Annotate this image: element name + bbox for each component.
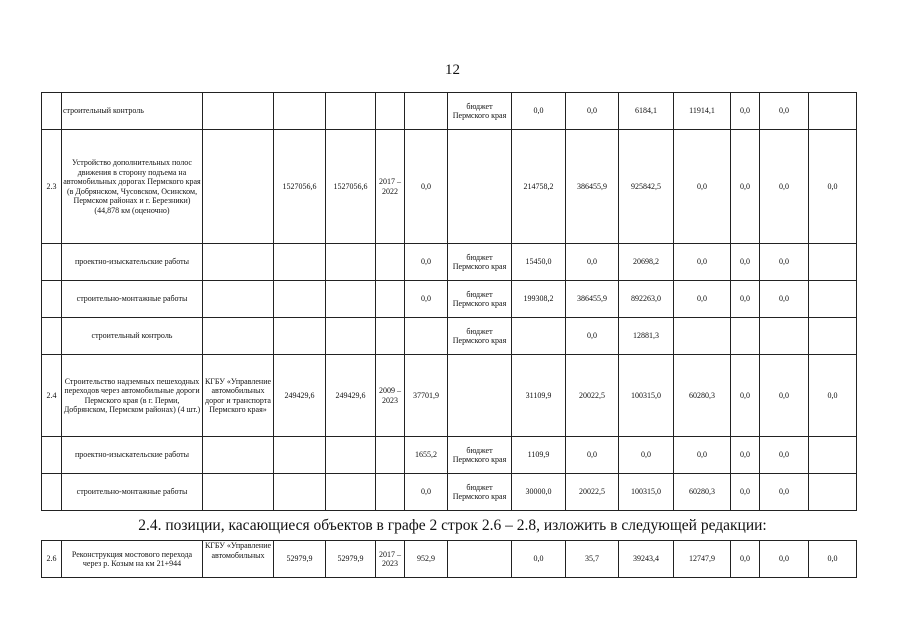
budget-table bbox=[41, 92, 857, 511]
period bbox=[376, 281, 405, 318]
value-col-9: 0,0 bbox=[512, 93, 566, 130]
table-row bbox=[42, 281, 857, 318]
period bbox=[376, 474, 405, 511]
value-col-13: 0,0 bbox=[731, 541, 760, 578]
object-name: проектно-изыскательские работы bbox=[62, 437, 203, 474]
value-col-15 bbox=[809, 93, 857, 130]
period bbox=[376, 318, 405, 355]
value-col-7: 0,0 bbox=[405, 281, 448, 318]
value-col-9: 199308,2 bbox=[512, 281, 566, 318]
page-number: 12 bbox=[445, 62, 460, 78]
estimated-cost bbox=[274, 93, 326, 130]
value-col-11: 892263,0 bbox=[619, 281, 674, 318]
value-col-14: 0,0 bbox=[760, 93, 809, 130]
value-col-15: 0,0 bbox=[809, 355, 857, 437]
object-name: строительно-монтажные работы bbox=[62, 281, 203, 318]
value-col-7: 1655,2 bbox=[405, 437, 448, 474]
total-cost: 52979,9 bbox=[326, 541, 376, 578]
period: 2017 – 2023 bbox=[376, 541, 405, 578]
total-cost bbox=[326, 244, 376, 281]
value-col-10: 386455,9 bbox=[566, 281, 619, 318]
funding-source: бюджет Пермского края bbox=[448, 474, 512, 511]
value-col-14: 0,0 bbox=[760, 474, 809, 511]
value-col-11: 925842,5 bbox=[619, 130, 674, 244]
value-col-9: 214758,2 bbox=[512, 130, 566, 244]
value-col-13: 0,0 bbox=[731, 130, 760, 244]
funding-source bbox=[448, 541, 512, 578]
value-col-11: 100315,0 bbox=[619, 355, 674, 437]
value-col-14: 0,0 bbox=[760, 437, 809, 474]
value-col-15 bbox=[809, 318, 857, 355]
value-col-10: 0,0 bbox=[566, 244, 619, 281]
value-col-12 bbox=[674, 318, 731, 355]
row-number bbox=[42, 281, 62, 318]
estimated-cost bbox=[274, 281, 326, 318]
value-col-13: 0,0 bbox=[731, 93, 760, 130]
customer bbox=[203, 474, 274, 511]
value-col-15 bbox=[809, 281, 857, 318]
value-col-15: 0,0 bbox=[809, 541, 857, 578]
object-name: Строительство надземных пешеходных переходов через автомобильные дороги Пермского края (в г. Перми, Добрянском, Пермском районах) (4 шт.) bbox=[62, 355, 203, 437]
funding-source: бюджет Пермского края bbox=[448, 318, 512, 355]
value-col-15 bbox=[809, 244, 857, 281]
object-name: Реконструкция мостового перехода через р. Козым на км 21+944 bbox=[62, 541, 203, 578]
table-row bbox=[42, 244, 857, 281]
table-row bbox=[42, 130, 857, 244]
row-number bbox=[42, 318, 62, 355]
value-col-15 bbox=[809, 437, 857, 474]
estimated-cost bbox=[274, 244, 326, 281]
value-col-12: 0,0 bbox=[674, 244, 731, 281]
value-col-7 bbox=[405, 93, 448, 130]
customer: КГБУ «Управление автомобильных bbox=[203, 541, 274, 578]
value-col-13 bbox=[731, 318, 760, 355]
table-row bbox=[42, 437, 857, 474]
period bbox=[376, 93, 405, 130]
value-col-10: 0,0 bbox=[566, 93, 619, 130]
row-number bbox=[42, 474, 62, 511]
value-col-12: 0,0 bbox=[674, 437, 731, 474]
value-col-7: 0,0 bbox=[405, 474, 448, 511]
value-col-9: 1109,9 bbox=[512, 437, 566, 474]
table-row bbox=[42, 318, 857, 355]
total-cost: 1527056,6 bbox=[326, 130, 376, 244]
funding-source: бюджет Пермского края bbox=[448, 437, 512, 474]
value-col-14: 0,0 bbox=[760, 130, 809, 244]
bottom-table bbox=[41, 540, 857, 578]
period: 2017 – 2022 bbox=[376, 130, 405, 244]
value-col-7 bbox=[405, 318, 448, 355]
estimated-cost bbox=[274, 318, 326, 355]
customer bbox=[203, 281, 274, 318]
value-col-11: 39243,4 bbox=[619, 541, 674, 578]
period bbox=[376, 244, 405, 281]
customer: КГБУ «Управление автомобильных дорог и транспорта Пермского края» bbox=[203, 355, 274, 437]
object-name: строительный контроль bbox=[62, 93, 203, 130]
value-col-9: 15450,0 bbox=[512, 244, 566, 281]
object-name: строительный контроль bbox=[62, 318, 203, 355]
value-col-14: 0,0 bbox=[760, 541, 809, 578]
value-col-9: 30000,0 bbox=[512, 474, 566, 511]
total-cost bbox=[326, 318, 376, 355]
object-name: строительно-монтажные работы bbox=[62, 474, 203, 511]
estimated-cost: 1527056,6 bbox=[274, 130, 326, 244]
value-col-14: 0,0 bbox=[760, 244, 809, 281]
customer bbox=[203, 130, 274, 244]
estimated-cost: 52979,9 bbox=[274, 541, 326, 578]
value-col-7: 952,9 bbox=[405, 541, 448, 578]
total-cost bbox=[326, 281, 376, 318]
value-col-12: 60280,3 bbox=[674, 355, 731, 437]
value-col-11: 0,0 bbox=[619, 437, 674, 474]
value-col-10: 386455,9 bbox=[566, 130, 619, 244]
customer bbox=[203, 93, 274, 130]
total-cost bbox=[326, 437, 376, 474]
value-col-13: 0,0 bbox=[731, 474, 760, 511]
value-col-12: 11914,1 bbox=[674, 93, 731, 130]
period bbox=[376, 437, 405, 474]
value-col-10: 35,7 bbox=[566, 541, 619, 578]
value-col-12: 0,0 bbox=[674, 281, 731, 318]
total-cost bbox=[326, 93, 376, 130]
value-col-7: 0,0 bbox=[405, 130, 448, 244]
row-number bbox=[42, 244, 62, 281]
value-col-12: 0,0 bbox=[674, 130, 731, 244]
value-col-13: 0,0 bbox=[731, 281, 760, 318]
value-col-7: 0,0 bbox=[405, 244, 448, 281]
value-col-14 bbox=[760, 318, 809, 355]
total-cost bbox=[326, 474, 376, 511]
funding-source bbox=[448, 130, 512, 244]
row-number: 2.6 bbox=[42, 541, 62, 578]
value-col-14: 0,0 bbox=[760, 281, 809, 318]
value-col-14: 0,0 bbox=[760, 355, 809, 437]
value-col-10: 0,0 bbox=[566, 318, 619, 355]
row-number: 2.4 bbox=[42, 355, 62, 437]
value-col-13: 0,0 bbox=[731, 244, 760, 281]
table-row bbox=[42, 541, 857, 578]
value-col-7: 37701,9 bbox=[405, 355, 448, 437]
row-number: 2.3 bbox=[42, 130, 62, 244]
customer bbox=[203, 437, 274, 474]
section-heading: 2.4. позиции, касающиеся объектов в графе 2 строк 2.6 – 2.8, изложить в следующей редакции: bbox=[138, 517, 767, 534]
value-col-15: 0,0 bbox=[809, 130, 857, 244]
estimated-cost bbox=[274, 474, 326, 511]
value-col-13: 0,0 bbox=[731, 437, 760, 474]
row-number bbox=[42, 93, 62, 130]
funding-source: бюджет Пермского края bbox=[448, 244, 512, 281]
value-col-12: 12747,9 bbox=[674, 541, 731, 578]
total-cost: 249429,6 bbox=[326, 355, 376, 437]
customer bbox=[203, 318, 274, 355]
value-col-9 bbox=[512, 318, 566, 355]
value-col-11: 100315,0 bbox=[619, 474, 674, 511]
object-name: Устройство дополнительных полос движения в сторону подъема на автомобильных дорогах Пермского края (в Добрянском, Чусовском, Осинском, Пермском районах и г. Березники) (44,878 км (оценочно) bbox=[62, 130, 203, 244]
customer bbox=[203, 244, 274, 281]
funding-source: бюджет Пермского края bbox=[448, 281, 512, 318]
value-col-10: 20022,5 bbox=[566, 474, 619, 511]
value-col-10: 20022,5 bbox=[566, 355, 619, 437]
row-number bbox=[42, 437, 62, 474]
value-col-9: 31109,9 bbox=[512, 355, 566, 437]
table-row bbox=[42, 93, 857, 130]
funding-source: бюджет Пермского края bbox=[448, 93, 512, 130]
value-col-11: 6184,1 bbox=[619, 93, 674, 130]
table-row bbox=[42, 474, 857, 511]
estimated-cost: 249429,6 bbox=[274, 355, 326, 437]
object-name: проектно-изыскательские работы bbox=[62, 244, 203, 281]
period: 2009 – 2023 bbox=[376, 355, 405, 437]
table-row bbox=[42, 355, 857, 437]
value-col-11: 12881,3 bbox=[619, 318, 674, 355]
value-col-12: 60280,3 bbox=[674, 474, 731, 511]
value-col-9: 0,0 bbox=[512, 541, 566, 578]
value-col-13: 0,0 bbox=[731, 355, 760, 437]
value-col-15 bbox=[809, 474, 857, 511]
estimated-cost bbox=[274, 437, 326, 474]
value-col-11: 20698,2 bbox=[619, 244, 674, 281]
funding-source bbox=[448, 355, 512, 437]
value-col-10: 0,0 bbox=[566, 437, 619, 474]
